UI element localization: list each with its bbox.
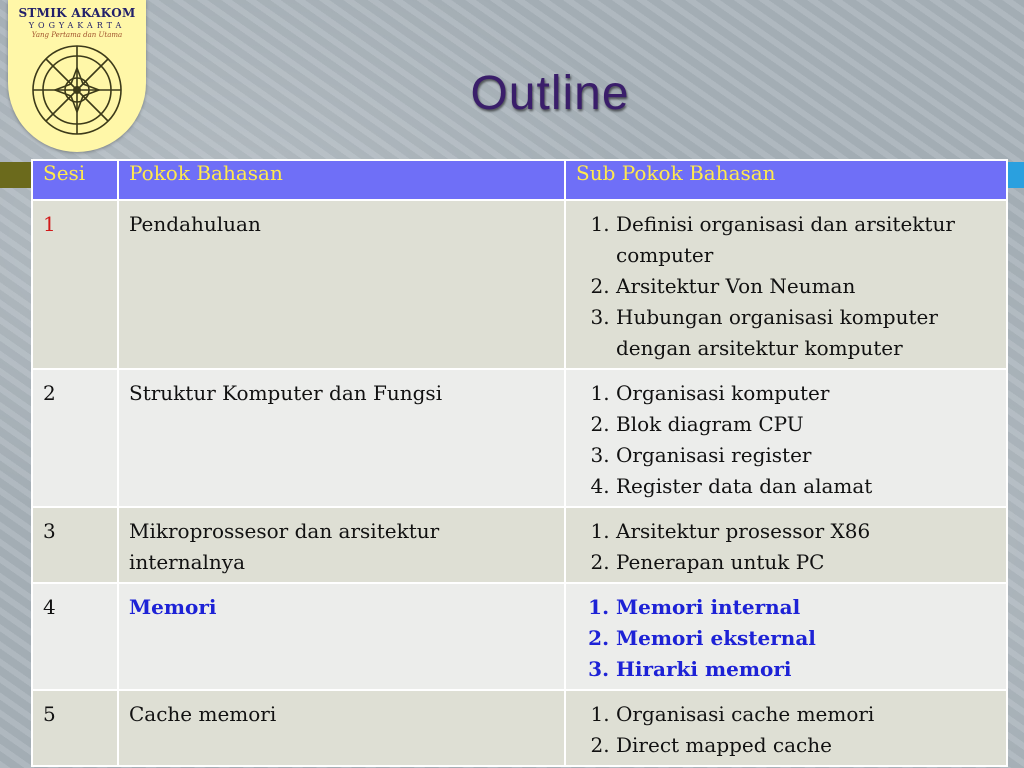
list-item: 1. Memori internal [616,592,996,623]
sesi-cell: 5 [32,690,118,766]
sesi-cell: 3 [32,507,118,583]
list-item: 2. Blok diagram CPU [616,409,996,440]
list-item: 3. Hirarki memori [616,654,996,685]
list-item: 3. Organisasi register [616,440,996,471]
table-row [32,583,1007,690]
header-sesi: Sesi [32,160,118,200]
sub-cell [565,583,1007,690]
list-item: 1. Arsitektur prosessor X86 [616,516,996,547]
header-sub-pokok-bahasan: Sub Pokok Bahasan [565,160,1007,200]
list-item: 2. Memori eksternal [616,623,996,654]
table-row [32,369,1007,507]
pokok-cell: Pendahuluan [118,200,565,369]
list-item: 2. Penerapan untuk PC [616,547,996,578]
pokok-cell: Cache memori [118,690,565,766]
logo-name: STMIK AKAKOM [18,6,136,20]
sub-cell [565,369,1007,507]
list-item: 3. Hubungan organisasi komputer dengan arsitektur komputer [616,302,996,364]
sesi-cell: 4 [32,583,118,690]
pokok-cell: Mikroprossesor dan arsitektur internalnya [118,507,565,583]
table-row [32,507,1007,583]
sub-list [576,592,996,685]
sub-list [576,516,996,578]
sub-cell [565,200,1007,369]
table-row [32,200,1007,369]
table-header-row [32,160,1007,200]
sesi-cell: 1 [32,200,118,369]
list-item: 1. Organisasi cache memori [616,699,996,730]
table-row [32,690,1007,766]
sesi-cell: 2 [32,369,118,507]
list-item: 4. Register data dan alamat [616,471,996,502]
sub-cell [565,507,1007,583]
header-pokok-bahasan: Pokok Bahasan [118,160,565,200]
header-band-accent [0,162,34,188]
logo-motto: Yang Pertama dan Utama [31,31,123,39]
list-item: 1. Definisi organisasi dan arsitektur computer [616,209,996,271]
pokok-cell: Struktur Komputer dan Fungsi [118,369,565,507]
sub-list [576,378,996,502]
sub-cell [565,690,1007,766]
sub-list [576,209,996,364]
list-item: 2. Arsitektur Von Neuman [616,271,996,302]
list-item: 2. Direct mapped cache [616,730,996,761]
pokok-cell: Memori [118,583,565,690]
list-item: 1. Organisasi komputer [616,378,996,409]
sub-list [576,699,996,761]
logo-city: YOGYAKARTA [28,21,126,30]
outline-table [31,159,1008,767]
slide-title: Outline [470,67,630,120]
